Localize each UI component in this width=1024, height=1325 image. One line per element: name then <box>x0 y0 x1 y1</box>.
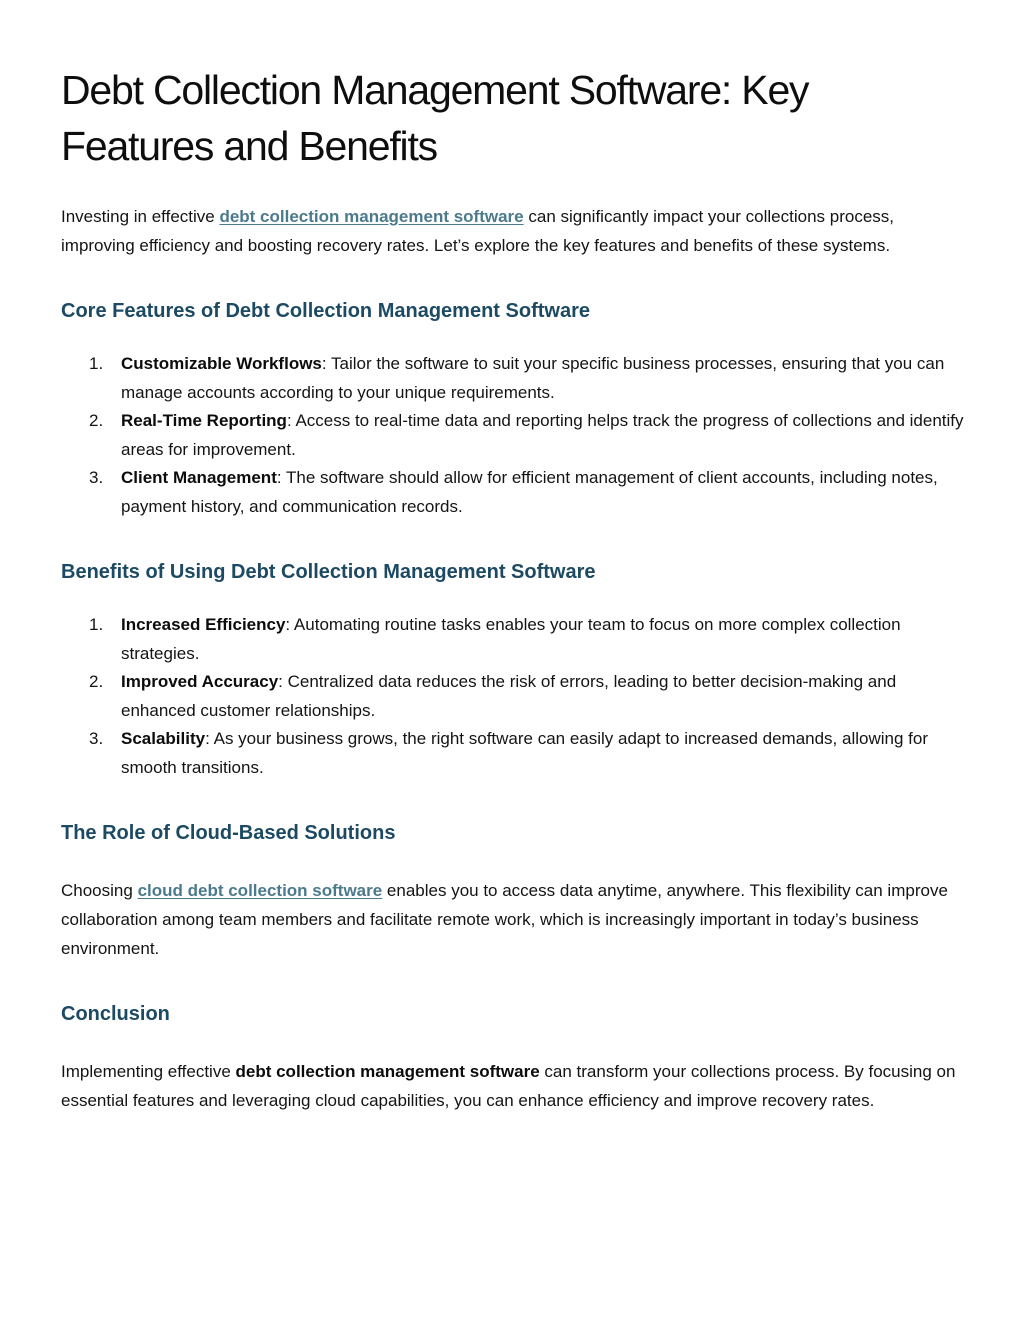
list-number: 2. <box>89 672 104 691</box>
list-item-text: : Tailor the software to suit your specific business processes, ensuring that you can manage accounts according to your unique requirements. <box>121 354 945 402</box>
list-number: 1. <box>89 615 104 634</box>
cloud-paragraph <box>61 876 964 963</box>
list-item <box>61 668 964 725</box>
core-features-list <box>61 350 964 521</box>
list-item <box>61 350 964 407</box>
benefits-list <box>61 611 964 782</box>
list-item-text: : The software should allow for efficient management of client accounts, including notes, payment history, and communication records. <box>121 468 938 516</box>
core-features-heading: Core Features of Debt Collection Management Software <box>61 300 590 322</box>
list-item-term: Real-Time Reporting <box>121 411 287 430</box>
list-item-text: : Access to real-time data and reporting helps track the progress of collections and identify areas for improvement. <box>121 411 964 459</box>
list-number: 3. <box>89 729 104 748</box>
list-number: 1. <box>89 354 104 373</box>
list-item-text: : As your business grows, the right software can easily adapt to increased demands, allowing for smooth transitions. <box>121 729 928 777</box>
debt-collection-software-link[interactable]: debt collection management software <box>219 207 524 226</box>
conclusion-heading: Conclusion <box>61 1003 170 1025</box>
list-item-text: : Automating routine tasks enables your team to focus on more complex collection strategies. <box>121 615 901 663</box>
list-number: 2. <box>89 411 104 430</box>
cloud-text-after: enables you to access data anytime, anywhere. This flexibility can improve collaboration among team members and facilitate remote work, which is increasingly important in today’s business environment. <box>61 881 948 958</box>
list-item <box>61 407 964 464</box>
conclusion-text-after: can transform your collections process. By focusing on essential features and leveraging cloud capabilities, you can enhance efficiency and improve recovery rates. <box>61 1062 956 1110</box>
list-item <box>61 725 964 782</box>
conclusion-paragraph <box>61 1057 964 1115</box>
list-item-term: Scalability <box>121 729 206 748</box>
page-title: Debt Collection Management Software: Key Features and Benefits <box>61 67 809 169</box>
list-item-term: Client Management <box>121 468 277 487</box>
intro-text-after: can significantly impact your collections process, improving efficiency and boosting recovery rates. Let’s explore the key features and benefits of these systems. <box>61 207 895 255</box>
list-number: 3. <box>89 468 104 487</box>
intro-text-before: Investing in effective <box>61 207 220 226</box>
list-item-term: Customizable Workflows <box>121 354 322 373</box>
conclusion-bold-text: debt collection management software <box>235 1062 540 1081</box>
list-item-term: Improved Accuracy <box>121 672 279 691</box>
list-item-text: : Centralized data reduces the risk of errors, leading to better decision-making and enhanced customer relationships. <box>121 672 897 720</box>
cloud-solutions-heading: The Role of Cloud-Based Solutions <box>61 822 396 844</box>
list-item-term: Increased Efficiency <box>121 615 286 634</box>
intro-paragraph <box>61 202 964 260</box>
list-item <box>61 611 964 668</box>
conclusion-text-before: Implementing effective <box>61 1062 236 1081</box>
list-item <box>61 464 964 521</box>
cloud-text-before: Choosing <box>61 881 138 900</box>
cloud-debt-collection-software-link[interactable]: cloud debt collection software <box>137 881 383 900</box>
benefits-heading: Benefits of Using Debt Collection Management Software <box>61 561 596 583</box>
